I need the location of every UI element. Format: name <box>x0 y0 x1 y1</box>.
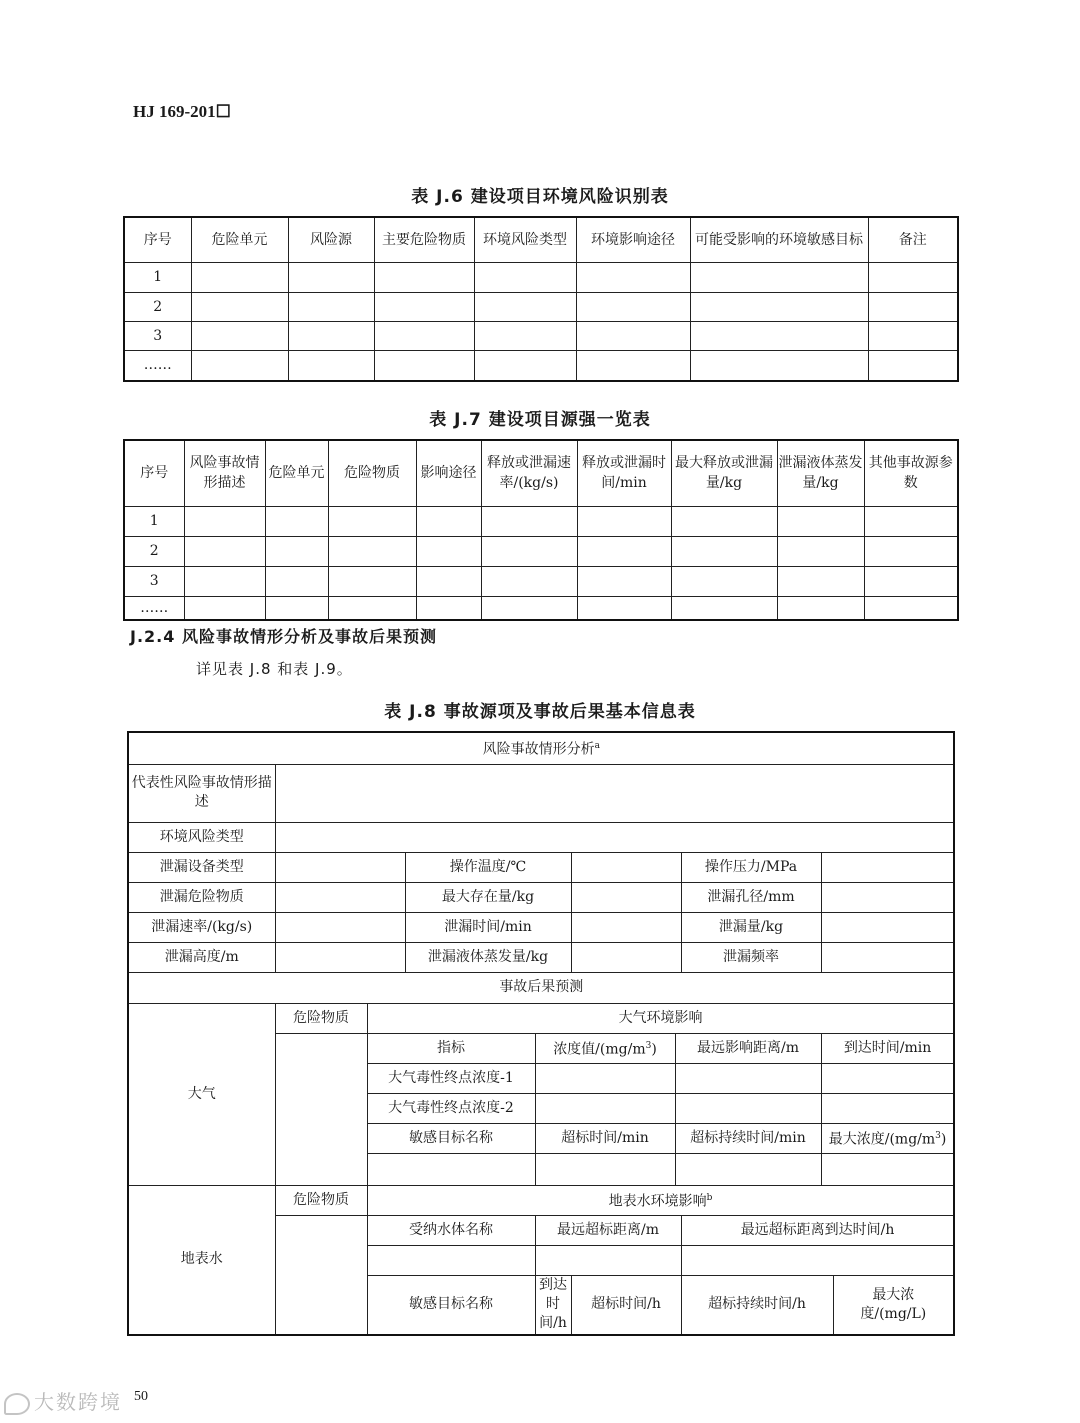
table-row <box>128 732 954 764</box>
op-pressure-label: 操作压力/MPa <box>681 852 821 882</box>
water-label: 地表水 <box>128 1185 275 1335</box>
table-row <box>124 506 958 536</box>
prediction-title: 事故后果预测 <box>128 972 954 1003</box>
row-number: 2 <box>124 536 184 566</box>
section-heading: J.2.4 风险事故情形分析及事故后果预测 <box>130 627 437 646</box>
document-code: HJ 169-201☐ <box>133 102 231 121</box>
water-hazard-label: 危险物质 <box>275 1185 367 1215</box>
j6-header-cell: 备注 <box>868 217 958 262</box>
rep-desc-label: 代表性风险事故情形描述 <box>128 764 275 822</box>
air-exceed-time-header: 超标时间/min <box>535 1123 675 1153</box>
water-target-header: 敏感目标名称 <box>367 1275 535 1335</box>
air-max-conc-text: 最大浓度/(mg/m <box>828 1131 936 1148</box>
leak-height-label: 泄漏高度/m <box>128 942 275 972</box>
hole-dia-label: 泄漏孔径/mm <box>681 882 821 912</box>
section-text: 详见表 J.8 和表 J.9。 <box>196 660 353 678</box>
op-temp-label: 操作温度/℃ <box>405 852 571 882</box>
j7-header-cell: 危险物质 <box>328 440 416 506</box>
evap-label: 泄漏液体蒸发量/kg <box>405 942 571 972</box>
air-conc-text: 浓度值/(mg/m <box>553 1041 646 1058</box>
j7-header-cell: 最大释放或泄漏量/kg <box>671 440 777 506</box>
water-far-exceed-time-header: 最远超标距离到达时间/h <box>681 1215 954 1245</box>
table-j8-caption: 表 J.8 事故源项及事故后果基本信息表 <box>384 702 696 722</box>
air-max-conc-paren: ) <box>940 1131 947 1148</box>
air-max-conc-header <box>821 1123 954 1153</box>
water-impact-title: 地表水环境影响 <box>608 1193 707 1210</box>
table-row <box>128 1003 954 1033</box>
air-conc-exponent: 3 <box>645 1040 652 1051</box>
row-number: …… <box>124 350 191 381</box>
water-arrive-header: 到达时间/h <box>535 1275 571 1335</box>
air-endpoint-1: 大气毒性终点浓度-1 <box>367 1063 535 1093</box>
air-exceed-dur-header: 超标持续时间/min <box>675 1123 821 1153</box>
air-target-header: 敏感目标名称 <box>367 1123 535 1153</box>
table-j7-header-row <box>124 440 958 506</box>
air-far-dist-header: 最远影响距离/m <box>675 1033 821 1063</box>
leak-substance-label: 泄漏危险物质 <box>128 882 275 912</box>
water-footnote-mark: b <box>706 1192 713 1203</box>
table-row <box>124 350 958 381</box>
table-j6-header-row <box>124 217 958 262</box>
leak-device-label: 泄漏设备类型 <box>128 852 275 882</box>
row-number: 2 <box>124 292 191 321</box>
watermark <box>4 1386 122 1415</box>
row-number: …… <box>124 596 184 620</box>
j6-header-cell: 环境影响途径 <box>576 217 690 262</box>
j7-header-cell: 风险事故情形描述 <box>184 440 265 506</box>
water-exceed-time-header: 超标时间/h <box>571 1275 681 1335</box>
j7-header-cell: 释放或泄漏时间/min <box>577 440 671 506</box>
table-row <box>124 262 958 292</box>
table-row <box>128 912 954 942</box>
scenario-title: 风险事故情形分析 <box>482 741 595 758</box>
table-j7 <box>123 439 959 621</box>
j7-header-cell: 泄漏液体蒸发量/kg <box>777 440 864 506</box>
table-j6 <box>123 216 959 382</box>
page-number: 50 <box>134 1389 148 1404</box>
water-far-exceed-header: 最远超标距离/m <box>535 1215 681 1245</box>
table-row <box>128 764 954 822</box>
air-conc-paren: ) <box>651 1041 657 1058</box>
air-label: 大气 <box>128 1003 275 1185</box>
table-row <box>128 972 954 1003</box>
scenario-footnote-mark: a <box>594 740 600 751</box>
leak-time-label: 泄漏时间/min <box>405 912 571 942</box>
water-impact-title-cell <box>367 1185 954 1215</box>
j7-header-cell: 影响途径 <box>416 440 481 506</box>
risk-type-label: 环境风险类型 <box>128 822 275 852</box>
leak-rate-label: 泄漏速率/(kg/s) <box>128 912 275 942</box>
water-exceed-dur-header: 超标持续时间/h <box>681 1275 833 1335</box>
table-row <box>124 566 958 596</box>
table-row <box>128 852 954 882</box>
j6-header-cell: 主要危险物质 <box>374 217 474 262</box>
air-impact-title: 大气环境影响 <box>367 1003 954 1033</box>
table-j8 <box>127 731 955 1336</box>
row-number: 3 <box>124 566 184 596</box>
water-max-conc-header: 最大浓度/(mg/L) <box>833 1275 954 1335</box>
j6-header-cell: 序号 <box>124 217 191 262</box>
row-number: 3 <box>124 321 191 350</box>
air-hazard-label: 危险物质 <box>275 1003 367 1033</box>
table-j6-caption: 表 J.6 建设项目环境风险识别表 <box>411 187 669 207</box>
j6-header-cell: 风险源 <box>288 217 374 262</box>
table-row <box>124 596 958 620</box>
air-endpoint-2: 大气毒性终点浓度-2 <box>367 1093 535 1123</box>
watermark-text: 大数跨境 <box>34 1390 122 1414</box>
scenario-title-cell <box>128 732 954 764</box>
water-receiving-header: 受纳水体名称 <box>367 1215 535 1245</box>
table-row <box>128 942 954 972</box>
row-number: 1 <box>124 506 184 536</box>
table-row <box>128 822 954 852</box>
watermark-logo-icon <box>4 1393 30 1415</box>
j6-header-cell: 环境风险类型 <box>474 217 576 262</box>
j7-header-cell: 其他事故源参数 <box>864 440 958 506</box>
j7-header-cell: 序号 <box>124 440 184 506</box>
table-row <box>124 536 958 566</box>
j6-header-cell: 危险单元 <box>191 217 288 262</box>
leak-amount-label: 泄漏量/kg <box>681 912 821 942</box>
j6-header-cell: 可能受影响的环境敏感目标 <box>690 217 868 262</box>
table-row <box>124 292 958 321</box>
j7-header-cell: 危险单元 <box>265 440 328 506</box>
table-j7-caption: 表 J.7 建设项目源强一览表 <box>429 410 651 430</box>
row-number: 1 <box>124 262 191 292</box>
table-row <box>128 1185 954 1215</box>
air-indicator-header: 指标 <box>367 1033 535 1063</box>
air-max-conc-exponent: 3 <box>935 1130 941 1141</box>
air-arrive-header: 到达时间/min <box>821 1033 954 1063</box>
j7-header-cell: 释放或泄漏速率/(kg/s) <box>481 440 577 506</box>
air-conc-header <box>535 1033 675 1063</box>
leak-freq-label: 泄漏频率 <box>681 942 821 972</box>
table-row <box>124 321 958 350</box>
table-row <box>128 882 954 912</box>
max-storage-label: 最大存在量/kg <box>405 882 571 912</box>
